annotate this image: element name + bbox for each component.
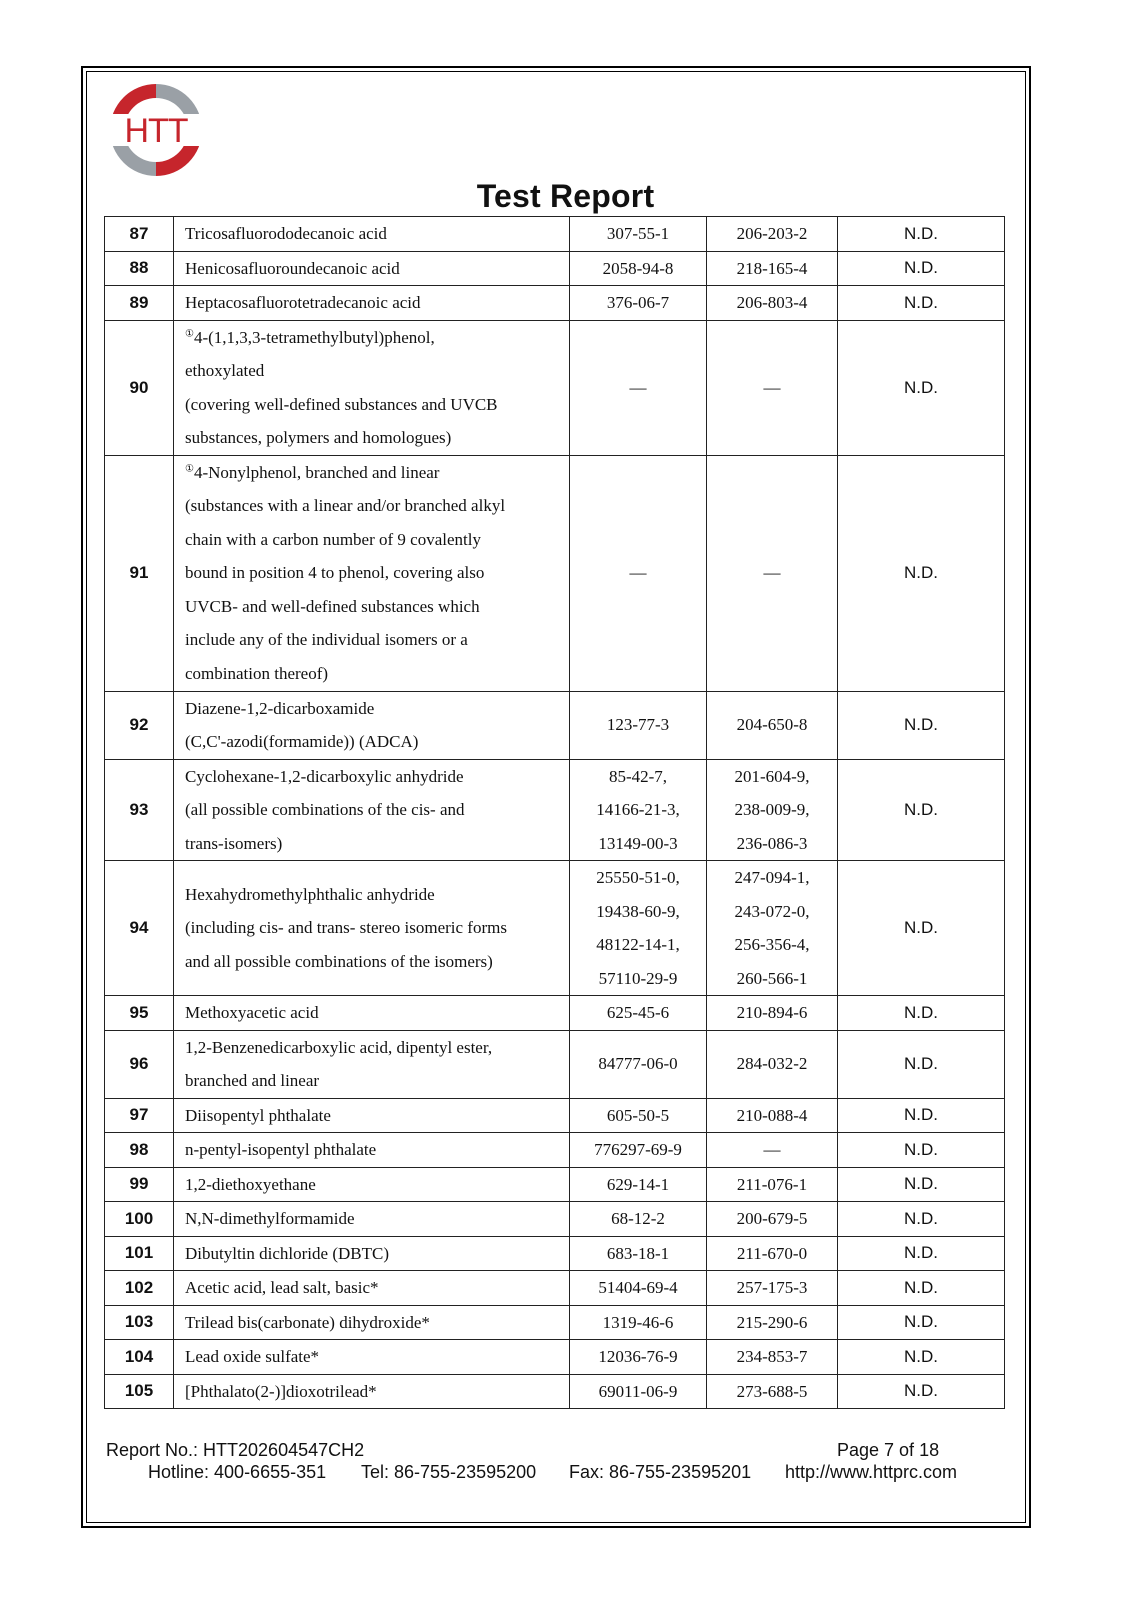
ec-number xyxy=(707,286,838,321)
result-value: N.D. xyxy=(838,1167,1005,1202)
ec-number xyxy=(707,1340,838,1375)
ec-number-line: 210-088-4 xyxy=(736,1105,808,1125)
table-row xyxy=(105,320,1005,455)
cas-number xyxy=(570,1374,707,1409)
table-row xyxy=(105,1236,1005,1271)
cas-number-line: 51404-69-4 xyxy=(598,1278,678,1297)
item-number: 101 xyxy=(105,1236,174,1271)
substance-name xyxy=(174,320,570,455)
substance-name-line: bound in position 4 to phenol, covering also xyxy=(185,563,485,583)
cas-number-line: 683-18-1 xyxy=(606,1243,670,1263)
table-row xyxy=(105,1340,1005,1375)
ec-number xyxy=(707,1030,838,1098)
substance-name-line: (all possible combinations of the cis- and xyxy=(185,800,465,819)
table-row xyxy=(105,286,1005,321)
ec-number-line: — xyxy=(763,1140,781,1159)
table-row xyxy=(105,1202,1005,1237)
cas-number-line: 12036-76-9 xyxy=(598,1347,678,1366)
table-row xyxy=(105,1133,1005,1168)
cas-number xyxy=(570,1133,707,1168)
table-row xyxy=(105,1167,1005,1202)
substance-name xyxy=(174,1305,570,1340)
substance-name xyxy=(174,759,570,861)
result-value: N.D. xyxy=(838,996,1005,1031)
telephone: Tel: 86-755-23595200 xyxy=(361,1462,537,1482)
substance-name-line: (substances with a linear and/or branched alkyl xyxy=(185,496,506,516)
substance-name xyxy=(174,996,570,1031)
fax: Fax: 86-755-23595201 xyxy=(569,1462,752,1482)
item-number: 100 xyxy=(105,1202,174,1237)
substance-name-line: 1,2-Benzenedicarboxylic acid, dipentyl ester, xyxy=(185,1037,493,1057)
ec-number-line: 256-356-4, xyxy=(734,935,810,954)
item-number: 102 xyxy=(105,1271,174,1306)
substance-name xyxy=(174,1098,570,1133)
page-number: Page 7 of 18 xyxy=(837,1440,940,1460)
ec-number-line: 218-165-4 xyxy=(736,258,808,278)
cas-number-line: 69011-06-9 xyxy=(598,1381,678,1401)
substance-name-line: 4-(1,1,3,3-tetramethylbutyl)phenol, xyxy=(193,327,435,347)
result-value: N.D. xyxy=(838,320,1005,455)
ec-number xyxy=(707,1305,838,1340)
substance-name-line: Hexahydromethylphthalic anhydride xyxy=(185,884,435,904)
substance-name xyxy=(174,1030,570,1098)
substance-name-line: chain with a carbon number of 9 covalently xyxy=(185,529,481,549)
cas-number xyxy=(570,1030,707,1098)
result-value: N.D. xyxy=(838,455,1005,691)
cas-number xyxy=(570,691,707,759)
ec-number xyxy=(707,996,838,1031)
ec-number xyxy=(707,759,838,861)
substance-name-line: substances, polymers and homologues) xyxy=(185,428,452,447)
result-value: N.D. xyxy=(838,1098,1005,1133)
cas-number-line: 14166-21-3, xyxy=(596,800,680,819)
ec-number-line: 211-076-1 xyxy=(736,1174,808,1194)
result-value: N.D. xyxy=(838,759,1005,861)
ec-number-line: 284-032-2 xyxy=(736,1054,808,1074)
result-value: N.D. xyxy=(838,861,1005,996)
substance-name xyxy=(174,1271,570,1306)
result-value: N.D. xyxy=(838,251,1005,286)
table-row xyxy=(105,217,1005,252)
substance-name xyxy=(174,1202,570,1237)
cas-number-line: 57110-29-9 xyxy=(598,968,678,988)
cas-number-line: 2058-94-8 xyxy=(602,258,674,278)
item-number: 88 xyxy=(105,251,174,286)
page-title: Test Report xyxy=(476,178,655,214)
ec-number-line: 234-853-7 xyxy=(736,1347,808,1366)
substance-name xyxy=(174,251,570,286)
cas-number-line: 123-77-3 xyxy=(606,715,670,735)
logo-text: HTT xyxy=(124,112,188,150)
cas-number-line: 605-50-5 xyxy=(606,1105,670,1125)
result-value: N.D. xyxy=(838,286,1005,321)
cas-number-line: 307-55-1 xyxy=(606,224,670,243)
cas-number xyxy=(570,1098,707,1133)
substance-name-line: trans-isomers) xyxy=(185,833,283,853)
substance-name-line: 1,2-diethoxyethane xyxy=(185,1174,316,1194)
table-row xyxy=(105,1374,1005,1409)
substance-name-line: branched and linear xyxy=(185,1071,320,1090)
substance-name-line: Tricosafluorododecanoic acid xyxy=(185,224,387,243)
cas-number xyxy=(570,1236,707,1271)
cas-number-line: 19438-60-9, xyxy=(596,901,680,921)
ec-number xyxy=(707,1271,838,1306)
result-value: N.D. xyxy=(838,1305,1005,1340)
table-row xyxy=(105,251,1005,286)
substance-name-line: Methoxyacetic acid xyxy=(185,1003,319,1022)
substance-name-line: Dibutyltin dichloride (DBTC) xyxy=(185,1243,389,1263)
result-value: N.D. xyxy=(838,1271,1005,1306)
substance-name xyxy=(174,286,570,321)
substance-name-line: UVCB- and well-defined substances which xyxy=(185,596,480,616)
cas-number xyxy=(570,861,707,996)
result-value: N.D. xyxy=(838,1133,1005,1168)
substance-name xyxy=(174,455,570,691)
substance-name-line: Diazene-1,2-dicarboxamide xyxy=(185,698,375,718)
ec-number-line: 210-894-6 xyxy=(736,1003,808,1022)
cas-number-line: 776297-69-9 xyxy=(594,1140,682,1159)
substance-name xyxy=(174,861,570,996)
ec-number-line: 206-203-2 xyxy=(736,224,808,243)
substance-name-line: Lead oxide sulfate* xyxy=(185,1347,320,1366)
item-number: 95 xyxy=(105,996,174,1031)
table-row xyxy=(105,759,1005,861)
substance-name-line: Diisopentyl phthalate xyxy=(185,1105,331,1125)
item-number: 103 xyxy=(105,1305,174,1340)
cas-number xyxy=(570,455,707,691)
substance-name xyxy=(174,217,570,252)
substance-name xyxy=(174,1133,570,1168)
item-number: 105 xyxy=(105,1374,174,1409)
footnote-marker: ① xyxy=(185,327,194,339)
table-row xyxy=(105,455,1005,691)
cas-number xyxy=(570,217,707,252)
substance-name-line: (including cis- and trans- stereo isomeric forms xyxy=(185,918,507,938)
ec-number-line: 273-688-5 xyxy=(736,1381,808,1401)
cas-number-line: — xyxy=(629,563,647,583)
substance-name xyxy=(174,1236,570,1271)
table-row xyxy=(105,1098,1005,1133)
substance-name xyxy=(174,1167,570,1202)
ec-number xyxy=(707,251,838,286)
hotline: Hotline: 400-6655-351 xyxy=(148,1462,327,1482)
item-number: 92 xyxy=(105,691,174,759)
substance-name-line: include any of the individual isomers or a xyxy=(185,630,468,650)
ec-number xyxy=(707,1374,838,1409)
ec-number-line: 257-175-3 xyxy=(736,1278,808,1297)
substance-name-line: ethoxylated xyxy=(185,361,265,380)
item-number: 97 xyxy=(105,1098,174,1133)
results-table xyxy=(104,216,1005,1409)
substance-name-line: Henicosafluoroundecanoic acid xyxy=(185,258,400,278)
item-number: 89 xyxy=(105,286,174,321)
substance-name-line: n-pentyl-isopentyl phthalate xyxy=(185,1140,377,1159)
table-row xyxy=(105,691,1005,759)
substance-name-line: Cyclohexane-1,2-dicarboxylic anhydride xyxy=(185,766,464,786)
report-number: Report No.: HTT202604547CH2 xyxy=(106,1440,365,1460)
substance-name-line: (covering well-defined substances and UVCB xyxy=(185,394,498,414)
cas-number-line: 1319-46-6 xyxy=(602,1312,674,1332)
cas-number xyxy=(570,251,707,286)
ec-number-line: 204-650-8 xyxy=(736,715,808,735)
substance-name-line: N,N-dimethylformamide xyxy=(185,1209,355,1228)
item-number: 90 xyxy=(105,320,174,455)
cas-number xyxy=(570,1340,707,1375)
substance-name xyxy=(174,1340,570,1375)
ec-number xyxy=(707,1236,838,1271)
cas-number-line: 13149-00-3 xyxy=(598,833,678,853)
result-value: N.D. xyxy=(838,691,1005,759)
ec-number xyxy=(707,455,838,691)
ec-number xyxy=(707,691,838,759)
cas-number-line: 68-12-2 xyxy=(611,1209,665,1228)
cas-number-line: 84777-06-0 xyxy=(598,1054,678,1074)
table-row xyxy=(105,861,1005,996)
ec-number-line: 200-679-5 xyxy=(736,1209,808,1228)
table-row xyxy=(105,1305,1005,1340)
result-value: N.D. xyxy=(838,1030,1005,1098)
ec-number-line: 260-566-1 xyxy=(736,968,808,988)
item-number: 104 xyxy=(105,1340,174,1375)
table-row xyxy=(105,1271,1005,1306)
ec-number-line: 201-604-9, xyxy=(734,766,810,786)
item-number: 93 xyxy=(105,759,174,861)
result-value: N.D. xyxy=(838,1202,1005,1237)
ec-number xyxy=(707,1098,838,1133)
cas-number xyxy=(570,1167,707,1202)
substance-name-line: and all possible combinations of the isomers) xyxy=(185,951,493,971)
cas-number-line: 376-06-7 xyxy=(606,293,670,312)
ec-number-line: — xyxy=(763,377,781,397)
ec-number xyxy=(707,1133,838,1168)
ec-number-line: 236-086-3 xyxy=(736,833,808,853)
substance-name xyxy=(174,1374,570,1409)
cas-number-line: 85-42-7, xyxy=(608,766,668,786)
item-number: 94 xyxy=(105,861,174,996)
cas-number-line: 625-45-6 xyxy=(606,1003,670,1022)
substance-name-line: combination thereof) xyxy=(185,663,329,683)
substance-name-line: 4-Nonylphenol, branched and linear xyxy=(193,462,440,482)
cas-number xyxy=(570,320,707,455)
substance-name-line: Heptacosafluorotetradecanoic acid xyxy=(185,293,421,312)
cas-number xyxy=(570,1305,707,1340)
substance-name xyxy=(174,691,570,759)
item-number: 87 xyxy=(105,217,174,252)
ec-number xyxy=(707,861,838,996)
ec-number xyxy=(707,217,838,252)
item-number: 91 xyxy=(105,455,174,691)
result-value: N.D. xyxy=(838,1236,1005,1271)
ec-number-line: 247-094-1, xyxy=(734,868,810,887)
ec-number-line: 238-009-9, xyxy=(734,800,810,819)
ec-number-line: 206-803-4 xyxy=(736,293,808,312)
ec-number xyxy=(707,1167,838,1202)
htt-logo xyxy=(104,78,208,182)
cas-number xyxy=(570,286,707,321)
ec-number-line: 211-670-0 xyxy=(736,1243,808,1263)
ec-number-line: 215-290-6 xyxy=(736,1312,808,1332)
ec-number-line: — xyxy=(763,563,781,583)
result-value: N.D. xyxy=(838,1340,1005,1375)
ec-number xyxy=(707,1202,838,1237)
footnote-marker: ① xyxy=(185,463,194,475)
cas-number xyxy=(570,996,707,1031)
substance-name-line: (C,C'-azodi(formamide)) (ADCA) xyxy=(185,732,419,751)
item-number: 98 xyxy=(105,1133,174,1168)
cas-number xyxy=(570,1202,707,1237)
item-number: 96 xyxy=(105,1030,174,1098)
cas-number xyxy=(570,1271,707,1306)
ec-number xyxy=(707,320,838,455)
cas-number-line: 25550-51-0, xyxy=(596,868,680,887)
table-row xyxy=(105,1030,1005,1098)
cas-number-line: — xyxy=(629,377,647,397)
substance-name-line: Trilead bis(carbonate) dihydroxide* xyxy=(185,1312,430,1332)
result-value: N.D. xyxy=(838,1374,1005,1409)
table-row xyxy=(105,996,1005,1031)
cas-number xyxy=(570,759,707,861)
result-value: N.D. xyxy=(838,217,1005,252)
cas-number-line: 629-14-1 xyxy=(606,1174,670,1194)
substance-name-line: [Phthalato(2-)]dioxotrilead* xyxy=(185,1381,377,1401)
substance-name-line: Acetic acid, lead salt, basic* xyxy=(185,1278,379,1297)
website-link[interactable]: http://www.httprc.com xyxy=(785,1462,958,1482)
item-number: 99 xyxy=(105,1167,174,1202)
cas-number-line: 48122-14-1, xyxy=(596,935,680,954)
ec-number-line: 243-072-0, xyxy=(734,901,810,921)
